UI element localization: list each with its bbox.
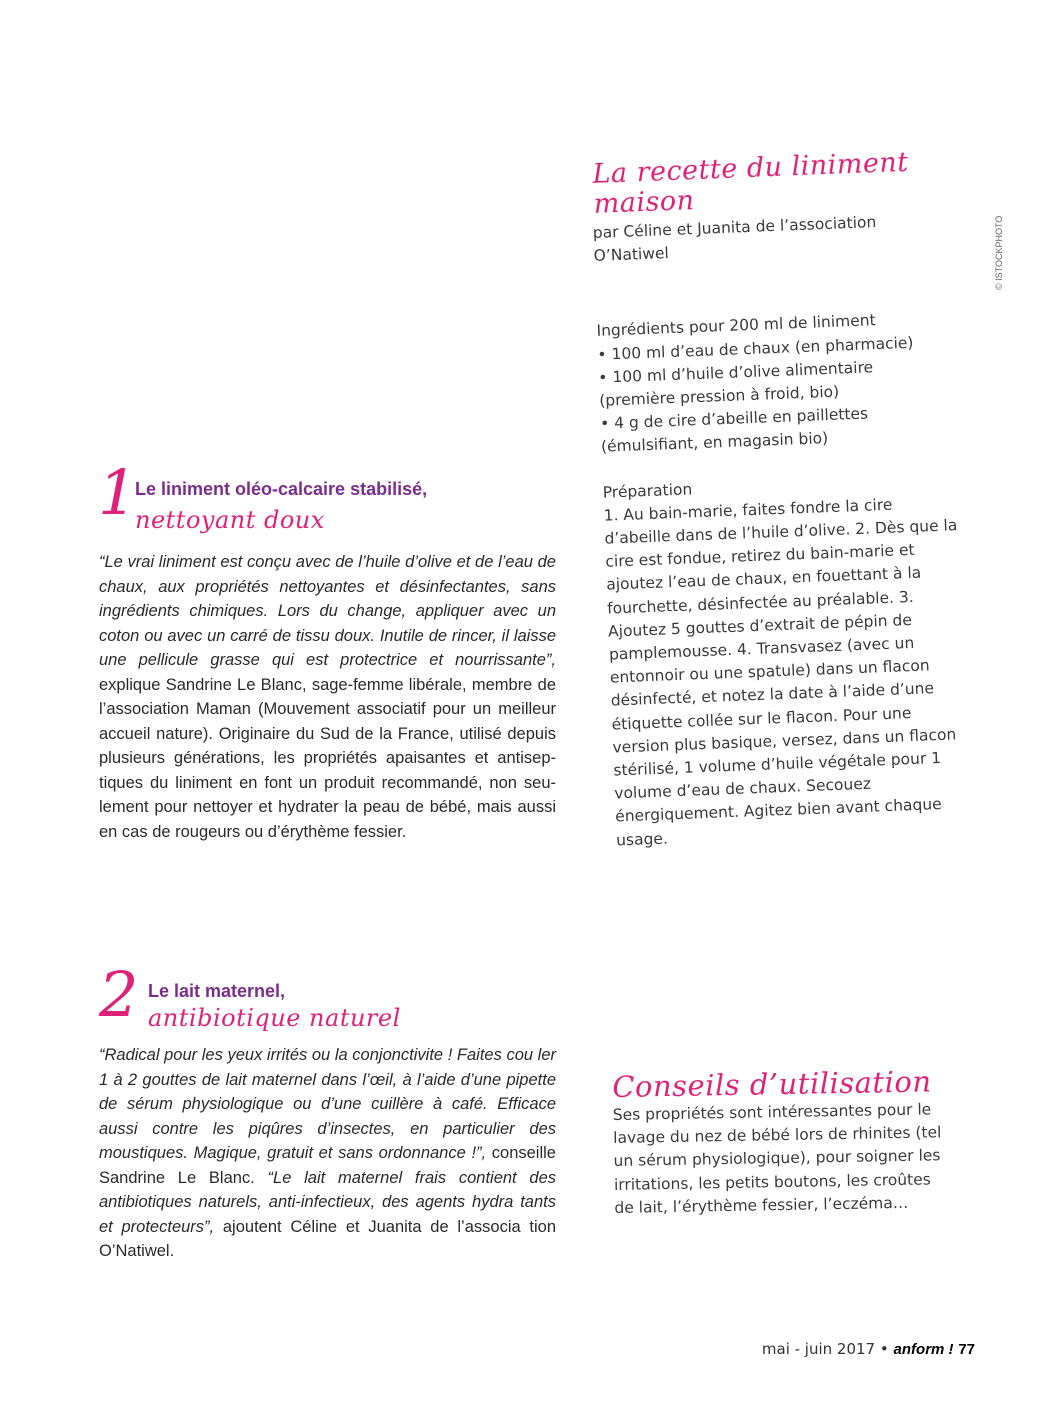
section2-number: 2 bbox=[99, 958, 139, 1031]
section2-text2: ajoutent Céline et Juanita de l’associa tion O’Natiwel. bbox=[99, 1217, 556, 1260]
section1-text: explique Sandrine Le Blanc, sage-femme libérale, membre de l’association Maman (Mouvement associatif pour un meilleur accueil nature). Originaire du Sud de la France, utilisé depuis plusieurs générations, les propriétés apaisantes et antisep-tiques du liniment en font un produit recommandé, non seu-lement pour nettoyer et hydrater la peau de bébé, mais aussi en cas de rougeurs ou d’érythème fessier. bbox=[99, 675, 556, 841]
section2-text1: conseille Sandrine Le Blanc. bbox=[99, 1144, 556, 1187]
section1-body bbox=[99, 550, 556, 844]
section2-quote1: “Radical pour les yeux irrités ou la conjonctivite ! Faites cou ler 1 à 2 gouttes de lait maternel dans l’œil, à l’aide d’une pipette de sérum physiologique ou d’une cuillère à café. Efficace aussi contre les piqûres d’insectes, en particulier des moustiques. Magique, gratuit et sans ordonnance !”, bbox=[99, 1046, 556, 1162]
ingredients-title: Ingrédients pour 200 ml de liniment bbox=[596, 311, 876, 341]
advice-text bbox=[613, 1098, 955, 1220]
advice-block bbox=[612, 1064, 965, 1220]
section2-subheading: antibiotique naturel bbox=[148, 1004, 401, 1032]
preparation-title: Préparation bbox=[602, 479, 693, 502]
section1-number: 1 bbox=[98, 456, 138, 529]
recipe-title: La recette du liniment maison bbox=[591, 146, 910, 220]
section1-quote: “Le vrai liniment est conçu avec de l’huile d’olive et de l’eau de chaux, aux propriétés nettoyantes et désinfectantes, sans ingrédients chimiques. Lors du change, appliquer avec un coton ou avec un carré de tissu doux. Inutile de rincer, il laisse une pellicule grasse qui est protectrice et nourrissante”, bbox=[99, 553, 556, 669]
ingredient-item: • 100 ml d’eau de chaux (en pharmacie) bbox=[597, 333, 914, 364]
ingredient-item: • 4 g de cire d’abeille en paillettes (émulsifiant, en magasin bio) bbox=[599, 404, 869, 457]
page-footer bbox=[762, 1340, 975, 1358]
recipe-preparation bbox=[602, 468, 974, 853]
section2-quote2: “Le lait maternel frais contient des antibiotiques naturels, anti-infectieux, des agents hydra tants et protecteurs”, bbox=[99, 1168, 556, 1236]
recipe-block bbox=[590, 145, 996, 852]
recipe-byline bbox=[592, 209, 924, 268]
section2-body bbox=[99, 1043, 556, 1264]
section2-heading: Le lait maternel, bbox=[148, 981, 286, 1001]
section1-subheading: nettoyant doux bbox=[135, 506, 325, 534]
footer-page-number: 77 bbox=[958, 1341, 975, 1358]
advice-title: Conseils d’utilisation bbox=[612, 1064, 932, 1104]
footer-date: mai - juin 2017 bbox=[761, 1340, 876, 1358]
recipe-byline-text: par Céline et Juanita de l’association O’Natiwel bbox=[592, 213, 877, 266]
ingredient-item: • 100 ml d’huile d’olive alimentaire (première pression à froid, bio) bbox=[598, 358, 874, 410]
advice-text-body: Ses propriétés sont intéressantes pour le lavage du nez de bébé lors de rhinites (tel un sérum physiologique), pour soigner les irritations, les petits boutons, les croûtes de lait, l’érythème fessier, l’eczéma… bbox=[612, 1100, 942, 1217]
recipe-ingredients bbox=[596, 307, 946, 459]
section1-heading: Le liniment oléo-calcaire stabilisé, bbox=[135, 479, 428, 499]
footer-magazine: anform ! bbox=[893, 1341, 954, 1358]
footer-bullet: • bbox=[879, 1340, 889, 1358]
photo-credit: © ISTOCKPHOTO bbox=[994, 215, 1004, 290]
preparation-text: 1. Au bain-marie, faites fondre la cire d’abeille dans de l’huile d’olive. 2. Dès que la cire est fondue, retirez du bain-marie et ajoutez l’eau de chaux, en fouettant à la fourchette, désinfectée au préalable. 3. Ajoutez 5 gouttes d’extrait de pépin de pamplemousse. 4. Transvasez (avec un entonnoir ou une spatule) dans un flacon désinfecté, et notez la date à l’aide d’une étiquette collée sur le flacon. Pour une version plus basique, versez, dans un flacon stérilisé, 1 volume d’huile végétale pour 1 volume d’eau de chaux. Secouez énergiquement. Agitez bien avant chaque usage. bbox=[603, 495, 958, 850]
